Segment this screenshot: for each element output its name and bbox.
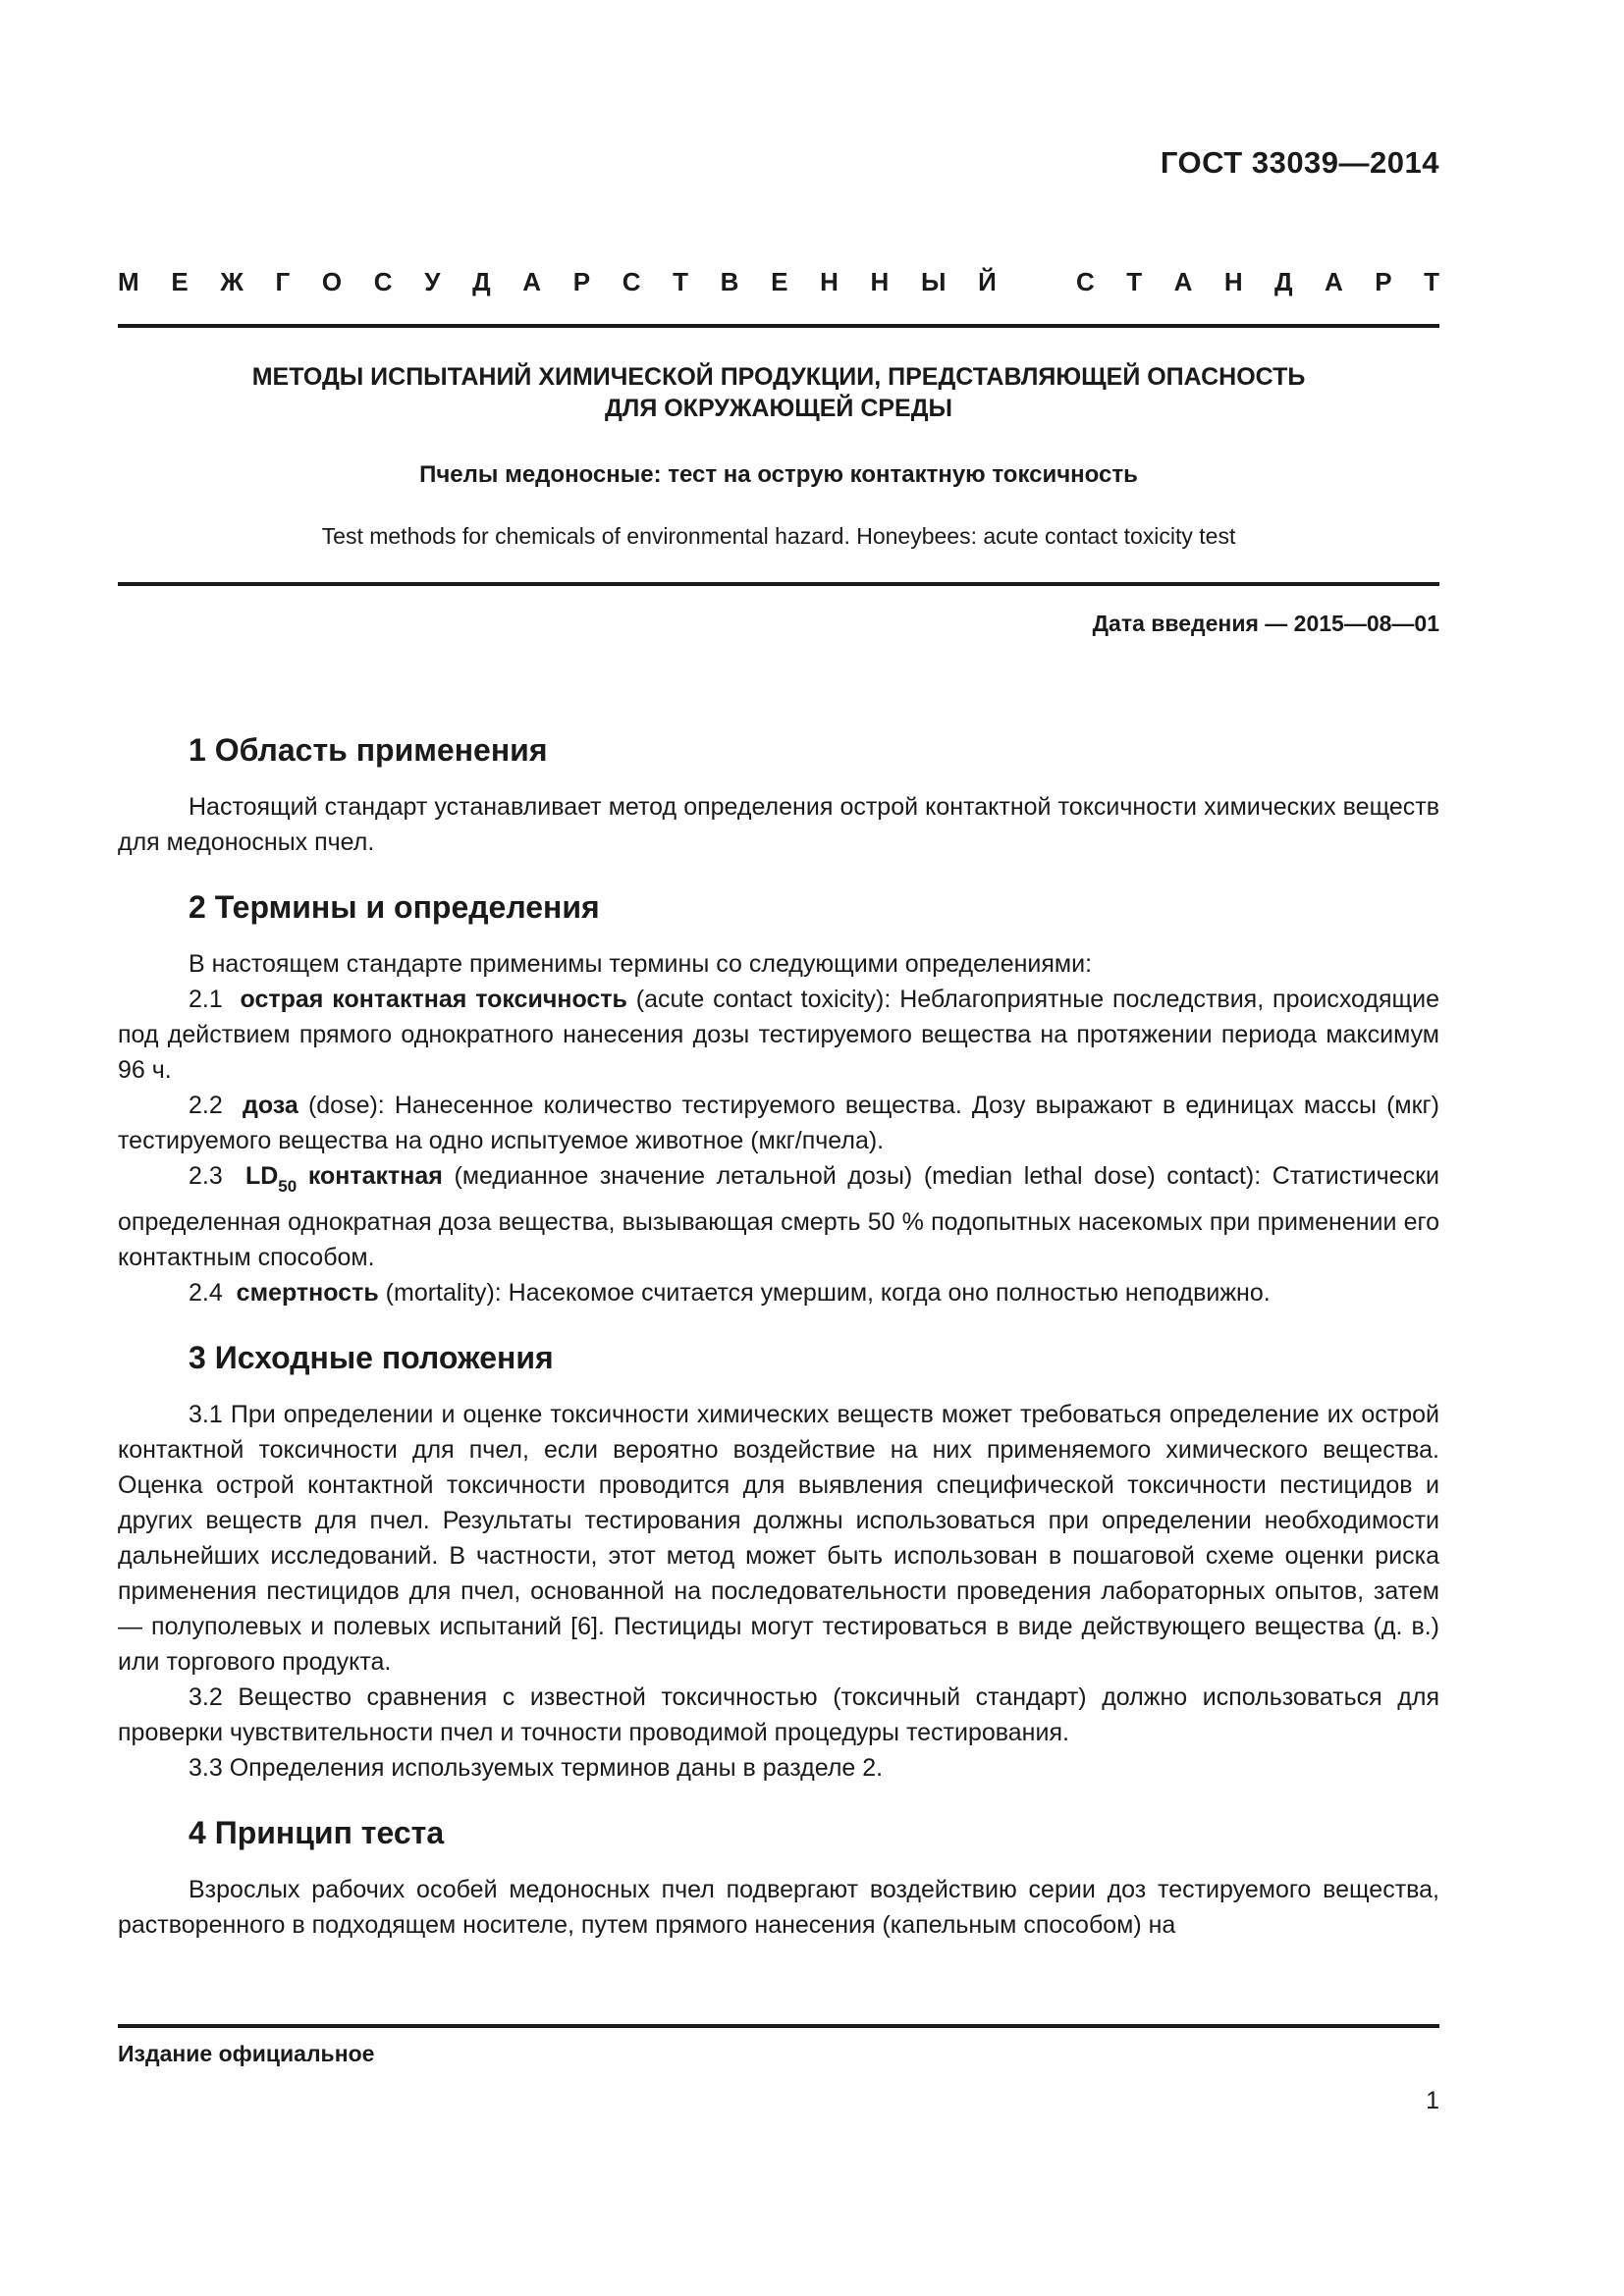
spaced-letter: Ж <box>220 267 244 296</box>
spaced-letter: Т <box>1424 267 1439 296</box>
item-number: 2.1 <box>189 986 223 1013</box>
paragraph: 3.3 Определения используемых терминов даны в разделе 2. <box>189 1754 884 1782</box>
definition-text: (acute contact toxicity): Неблагоприятные последствия, происходящие под действием прямого однократного нанесения дозы тестируемого вещества на протяжении периода максимум 96 ч. <box>118 986 1439 1084</box>
spaced-letter: Р <box>1375 267 1392 296</box>
english-title: Test methods for chemicals of environmental hazard. Honeybees: acute contact toxicity test <box>321 523 1236 549</box>
document-title <box>118 361 1439 424</box>
definition-item <box>118 1088 1439 1158</box>
title-rule <box>118 582 1439 586</box>
document-subtitle: Пчелы медоносные: тест на острую контактную токсичность <box>419 461 1138 488</box>
definition-item <box>118 982 1439 1088</box>
spaced-letter: Д <box>472 267 491 296</box>
spaced-letter: Н <box>820 267 839 296</box>
introduction-date: Дата введения — 2015—08—01 <box>1092 611 1439 636</box>
paragraph: 3.2 Вещество сравнения с известной токсичностью (токсичный стандарт) должно использоваться для проверки чувствительности пчел и точности проводимой процедуры тестирования. <box>118 1683 1439 1746</box>
item-number: 2.2 <box>189 1092 223 1119</box>
defined-term <box>244 1162 443 1196</box>
spaced-letter: В <box>720 267 739 296</box>
spaced-letter: Ы <box>920 267 947 296</box>
footer-rule <box>118 2024 1439 2028</box>
definition-item <box>118 1275 1439 1310</box>
spaced-letter: Н <box>1223 267 1243 296</box>
term-contact: контактная <box>307 1162 443 1190</box>
title-line: ДЛЯ ОКРУЖАЮЩЕЙ СРЕДЫ <box>604 395 953 422</box>
spaced-letter: Т <box>1126 267 1143 296</box>
definition-text: (mortality): Насекомое считается умершим, когда оно полностью неподвижно. <box>385 1279 1271 1307</box>
spaced-letter: А <box>1325 267 1343 296</box>
spaced-letter: Е <box>771 267 788 296</box>
spaced-letter: С <box>622 267 641 296</box>
section-heading: 2 Термины и определения <box>189 889 600 925</box>
defined-term: доза <box>243 1092 298 1119</box>
spaced-letter: С <box>373 267 393 296</box>
spaced-letter: Г <box>275 267 291 296</box>
top-rule <box>118 324 1439 328</box>
term-ld: LD <box>244 1162 279 1190</box>
defined-term: острая контактная токсичность <box>240 986 627 1013</box>
spaced-letter: О <box>321 267 343 296</box>
spaced-letter: Д <box>1274 267 1293 296</box>
item-number: 2.4 <box>189 1279 223 1307</box>
document-body <box>118 730 1439 1943</box>
spaced-letter: Й <box>978 267 997 296</box>
official-edition-label: Издание официальное <box>118 2041 375 2066</box>
spaced-letter: А <box>522 267 542 296</box>
section-heading: 3 Исходные положения <box>189 1340 554 1375</box>
document-code: ГОСТ 33039—2014 <box>1160 145 1439 180</box>
spaced-letter: Т <box>673 267 689 296</box>
term-subscript: 50 <box>278 1177 298 1196</box>
spaced-letter: Н <box>870 267 890 296</box>
spaced-letter: М <box>118 267 139 296</box>
spaced-letter: А <box>1173 267 1193 296</box>
paragraph: В настоящем стандарте применимы термины со следующими определениями: <box>189 950 1093 978</box>
page-number: 1 <box>1426 2087 1439 2114</box>
item-number: 2.3 <box>189 1162 223 1190</box>
definition-item <box>118 1158 1439 1275</box>
section-heading: 4 Принцип теста <box>189 1815 445 1850</box>
spaced-letter: С <box>1076 267 1095 296</box>
letter-spaced-word <box>1076 267 1439 297</box>
paragraph: 3.1 При определении и оценке токсичности химических веществ может требоваться определение их острой контактной токсичности для пчел, если вероятно воздействие на них применяемого химического вещества. Оценка острой контактной токсичности проводится для выявления специфической токсичности пестицидов и других веществ для пчел. Результаты тестирования должны использоваться при определении необходимости дальнейших исследований. В частности, этот метод может быть использован в пошаговой схеме оценки риска применения пестицидов для пчел, основанной на последовательности проведения лабораторных опытов, затем — полуполевых и полевых испытаний [6]. Пестициды могут тестироваться в виде действующего вещества (д. в.) или торгового продукта. <box>118 1401 1439 1676</box>
letter-spaced-word <box>118 267 997 297</box>
definition-text: (dose): Нанесенное количество тестируемого вещества. Дозу выражают в единицах массы (мкг) тестируемого вещества на одно испытуемое животное (мкг/пчела). <box>118 1092 1439 1154</box>
document-page <box>118 0 1439 2296</box>
defined-term: смертность <box>236 1279 379 1307</box>
spaced-letter: У <box>424 267 441 296</box>
spaced-letter: Р <box>572 267 591 296</box>
standard-type-line <box>118 267 1439 297</box>
spaced-letter: Е <box>171 267 189 296</box>
paragraph: Взрослых рабочих особей медоносных пчел подвергают воздействию серии доз тестируемого вещества, растворенного в подходящем носителе, путем прямого нанесения (капельным способом) на <box>118 1876 1439 1939</box>
definition-text: (медианное значение летальной дозы) (median lethal dose) contact): Статистически определенная однократная доза вещества, вызывающая смерть 50 % подопытных насекомых при применении его контактным способом. <box>118 1162 1439 1271</box>
paragraph: Настоящий стандарт устанавливает метод определения острой контактной токсичности химических веществ для медоносных пчел. <box>118 793 1439 856</box>
section-heading: 1 Область применения <box>189 732 548 768</box>
title-line: МЕТОДЫ ИСПЫТАНИЙ ХИМИЧЕСКОЙ ПРОДУКЦИИ, ПРЕДСТАВЛЯЮЩЕЙ ОПАСНОСТЬ <box>251 363 1306 391</box>
